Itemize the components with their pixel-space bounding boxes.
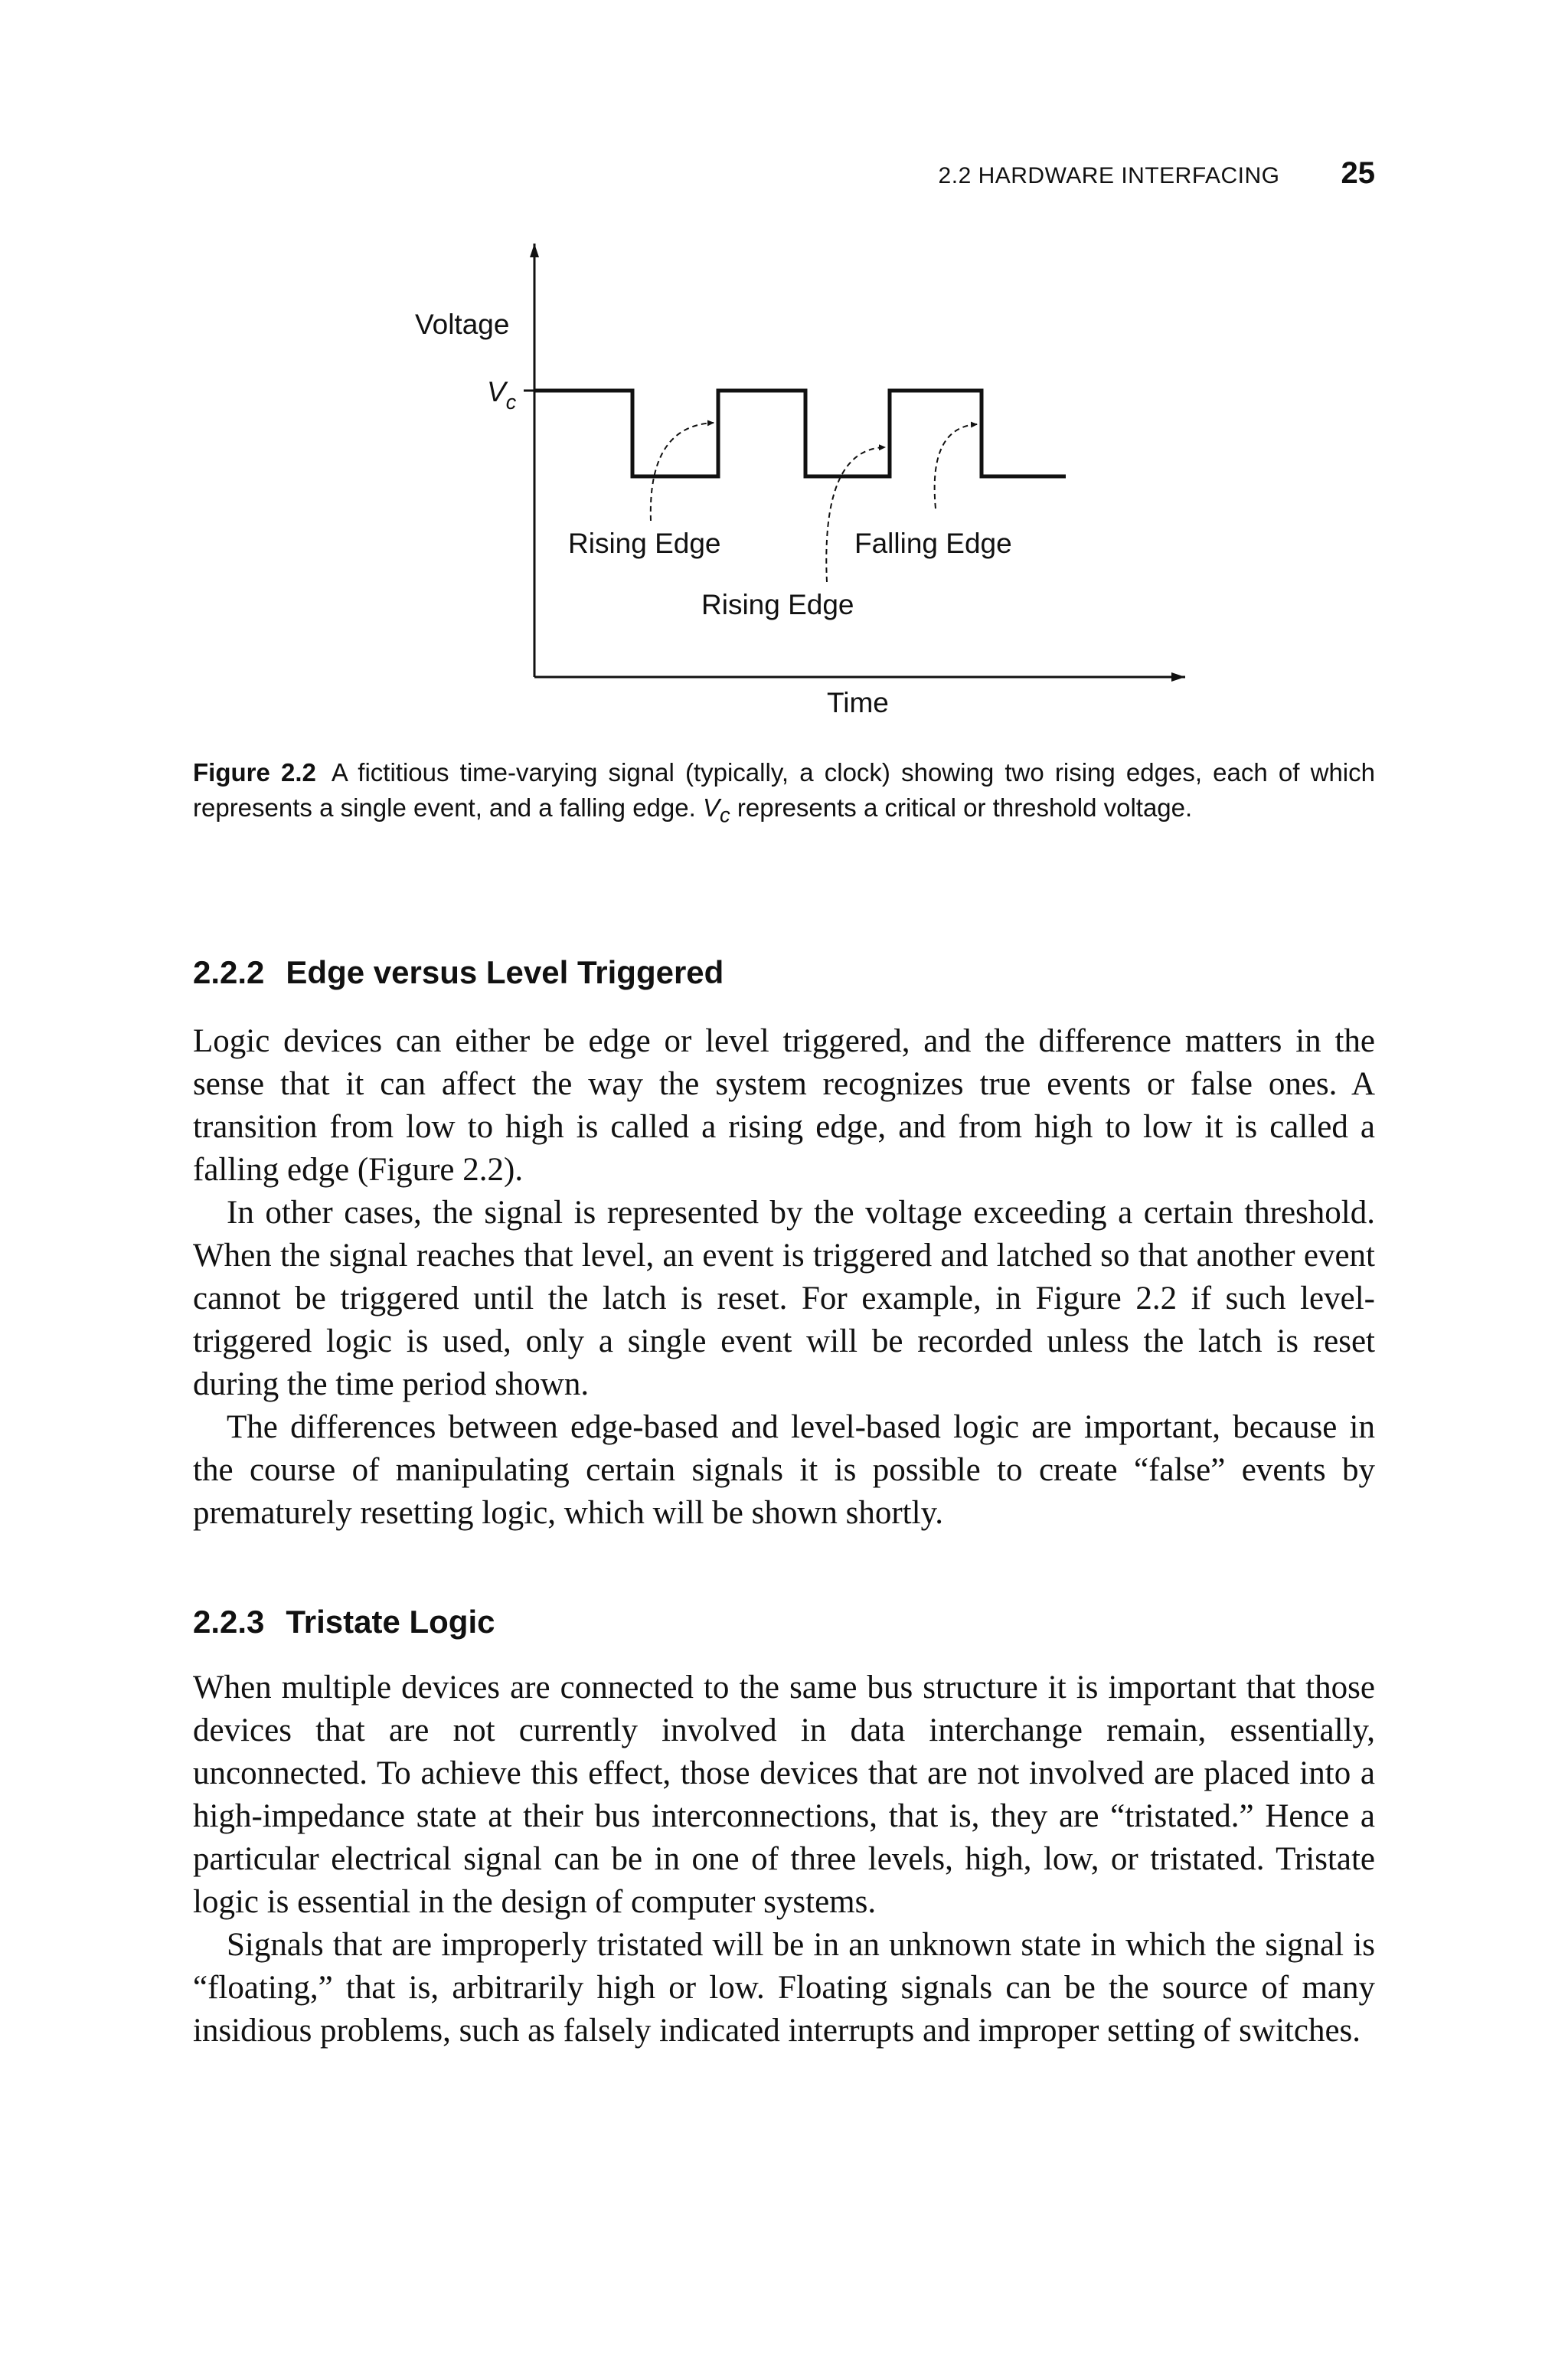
figure-caption-text-2: represents a critical or threshold voltage. bbox=[730, 793, 1193, 822]
vc-label-sub: c bbox=[505, 391, 517, 414]
figure-caption-label: Figure 2.2 bbox=[193, 758, 316, 787]
running-header-section: 2.2 HARDWARE INTERFACING bbox=[938, 163, 1280, 188]
paragraph: In other cases, the signal is represented by the voltage exceeding a certain threshold. When the signal reaches that level, an event is triggered and latched so that another event cannot be triggered until the latch is reset. For example, in Figure 2.2 if such level-triggered logic is used, only a single event will be recorded unless the latch is reset during the time period shown. bbox=[193, 1195, 1375, 1402]
rising-edge-2-pointer bbox=[826, 447, 885, 582]
section-number: 2.2.3 bbox=[193, 1604, 265, 1640]
paragraph: The differences between edge-based and level-based logic are important, because in the course of manipulating certain signals it is possible to create “false” events by prematurely resetting logic, which will be shown shortly. bbox=[193, 1409, 1375, 1531]
section-heading-2-2-2 bbox=[193, 954, 724, 991]
paragraph: Signals that are improperly tristated will be in an unknown state in which the signal is “floating,” that is, arbitrarily high or low. Floating signals can be the source of many insidious problems, such as falsely indicated interrupts and improper setting of switches. bbox=[193, 1927, 1375, 2049]
paragraph: When multiple devices are connected to the same bus structure it is important that those devices that are not currently involved in data interchange remain, essentially, unconnected. To achieve this effect, those devices that are not involved are placed into a high-impedance state at their bus interconnections, that is, they are “tristated.” Hence a particular electrical signal can be in one of three levels, high, low, or tristated. Tristate logic is essential in the design of computer systems. bbox=[193, 1670, 1375, 1920]
y-axis-label: Voltage bbox=[415, 309, 510, 340]
signal-waveform bbox=[534, 391, 1066, 476]
figure-caption-vc-main: V bbox=[702, 793, 720, 822]
figure-2-2 bbox=[0, 230, 1568, 735]
section-2-2-2-body bbox=[193, 1020, 1375, 1535]
vc-label-main: V bbox=[487, 376, 506, 407]
falling-edge-label: Falling Edge bbox=[854, 528, 1012, 559]
vc-label bbox=[487, 376, 517, 414]
section-title: Tristate Logic bbox=[286, 1604, 495, 1640]
section-heading-2-2-3 bbox=[193, 1604, 495, 1640]
running-header bbox=[939, 156, 1375, 191]
figure-caption-vc bbox=[702, 793, 730, 827]
figure-caption-text-1: A fictitious time-varying signal (typically, a clock) showing two rising edges, each of which represents a single event, and a falling edge. bbox=[193, 758, 1375, 822]
section-number: 2.2.2 bbox=[193, 954, 265, 990]
paragraph: Logic devices can either be edge or level triggered, and the difference matters in the sense that it can affect the way the system recognizes true events or false ones. A transition from low to high is called a rising edge, and from high to low it is called a falling edge (Figure 2.2). bbox=[193, 1023, 1375, 1188]
section-2-2-3-body bbox=[193, 1666, 1375, 2052]
section-title: Edge versus Level Triggered bbox=[286, 954, 724, 990]
figure-caption-vc-sub: c bbox=[719, 803, 730, 827]
falling-edge-pointer bbox=[935, 424, 977, 509]
rising-edge-label-2: Rising Edge bbox=[701, 589, 854, 620]
page-number: 25 bbox=[1341, 156, 1375, 190]
x-axis-label: Time bbox=[827, 687, 889, 718]
rising-edge-1-pointer bbox=[651, 423, 714, 521]
rising-edge-label-1: Rising Edge bbox=[568, 528, 721, 559]
figure-caption bbox=[193, 755, 1375, 833]
